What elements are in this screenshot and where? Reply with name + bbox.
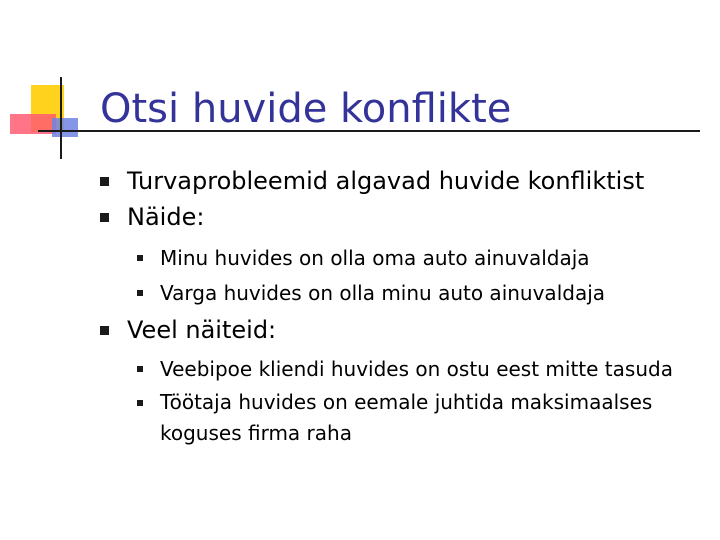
bullet-square-icon	[137, 400, 143, 406]
bullet-square-icon	[137, 366, 143, 372]
bullet-square-icon	[137, 255, 143, 261]
bullet-square-icon	[100, 177, 109, 186]
bullet-square-icon	[100, 213, 109, 222]
sub-bullet-text: Varga huvides on olla minu auto ainuvaldaja	[160, 281, 606, 305]
sub-bullet-text: Veebipoe kliendi huvides on ostu eest mitte tasuda	[160, 357, 673, 381]
bullet-square-icon	[137, 290, 143, 296]
slide-title: Otsi huvide konflikte	[100, 86, 512, 132]
sub-bullet-text: koguses firma raha	[160, 421, 352, 445]
bullet-square-icon	[100, 326, 109, 335]
bullet-text: Veel näiteid:	[127, 316, 277, 344]
sub-bullet-text: Töötaja huvides on eemale juhtida maksimaalses	[160, 390, 653, 414]
bullet-text: Turvaprobleemid algavad huvide konfliktist	[127, 167, 645, 195]
logo-blue-square	[52, 118, 78, 137]
logo-vertical-line	[60, 77, 62, 159]
bullet-text: Näide:	[127, 203, 205, 231]
sub-bullet-text: Minu huvides on olla oma auto ainuvaldaja	[160, 246, 590, 270]
